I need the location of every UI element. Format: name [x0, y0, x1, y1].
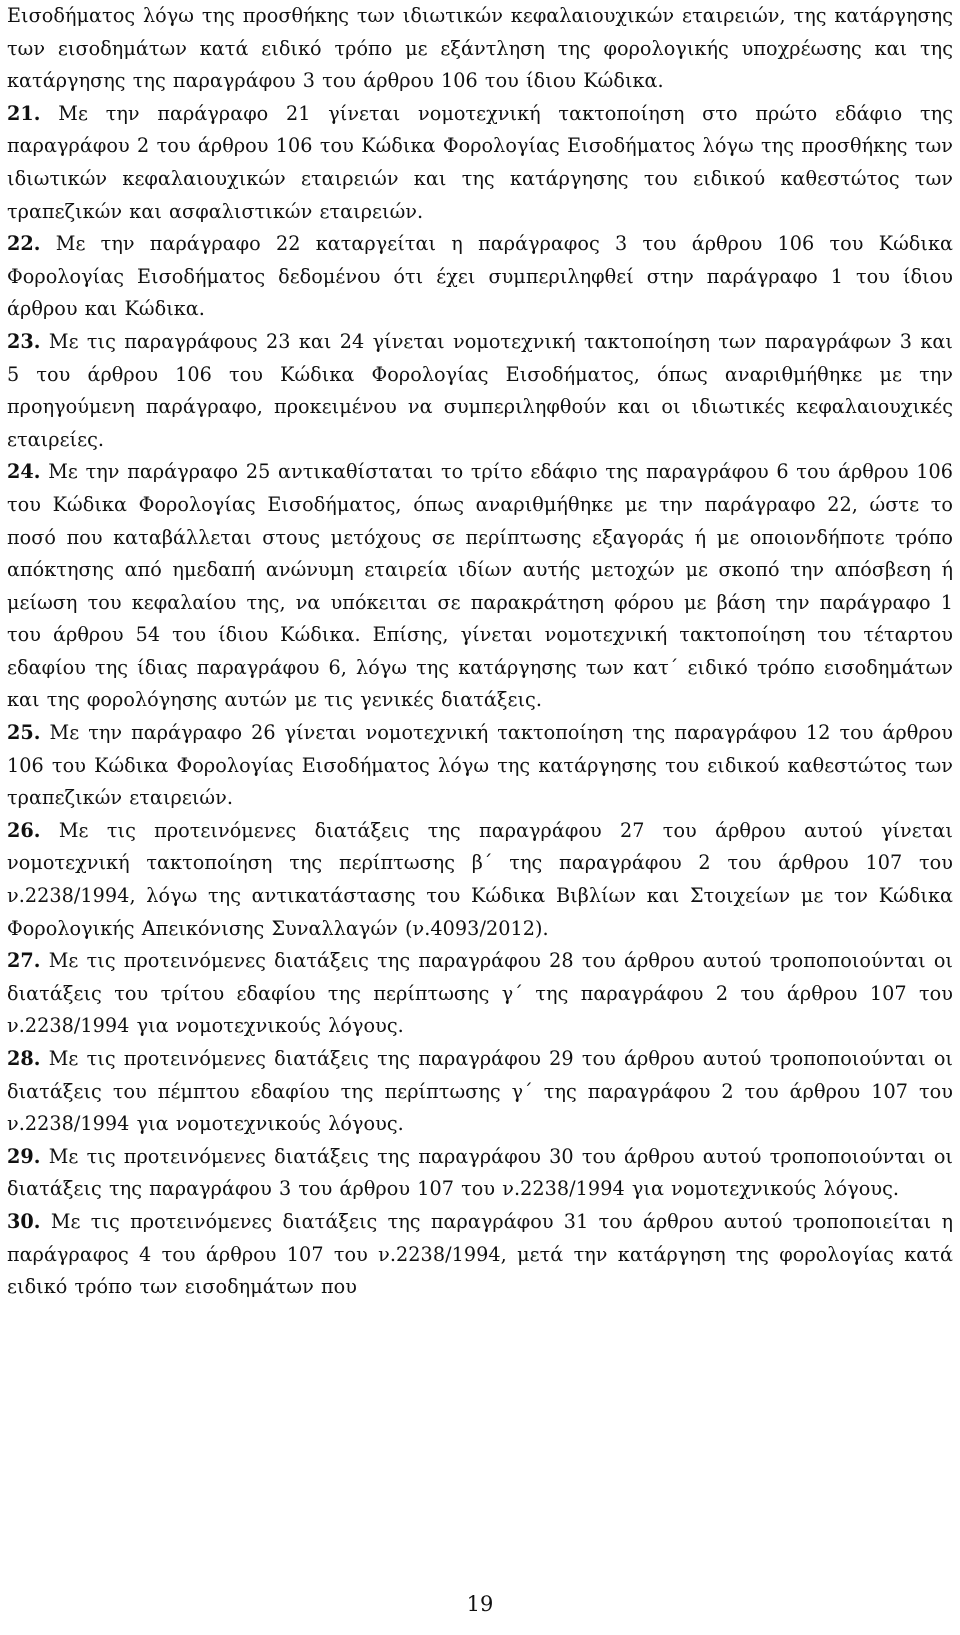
paragraph-text: Με την παράγραφο 25 αντικαθίσταται το τρίτο εδάφιο της παραγράφου 6 του άρθρου 106 του Κώδικα Φορολογίας Εισοδήματος, όπως αναριθμήθηκε με την παράγραφο 22, ώστε το ποσό που καταβάλλεται στους μετόχους σε περίπτωσης εξαγοράς ή με οποιονδήποτε τρόπο απόκτησης από ημεδαπή ανώνυμη εταιρεία ιδίων αυτής μετοχών με σκοπό την απόσβεση ή μείωση του κεφαλαίου της, να υπόκειται σε παρακράτηση φόρου με βάση την παράγραφο 1 του άρθρου 54 του ίδιου Κώδικα. Επίσης, γίνεται νομοτεχνική τακτοποίηση του τέταρτου εδαφίου της ίδιας παραγράφου 6, λόγω της κατάργησης των κατ΄ ειδικό τρόπο εισοδημάτων και της φορολόγησης αυτών με τις γενικές διατάξεις.: [7, 460, 953, 712]
paragraph-text: Με την παράγραφο 22 καταργείται η παράγραφος 3 του άρθρου 106 του Κώδικα Φορολογίας Εισοδήματος δεδομένου ότι έχει συμπεριληφθεί στην παράγραφο 1 του ίδιου άρθρου και Κώδικα.: [7, 232, 953, 321]
paragraph-text: Με τις προτεινόμενες διατάξεις της παραγράφου 28 του άρθρου αυτού τροποποιούνται οι διατάξεις του τρίτου εδαφίου της περίπτωσης γ΄ της παραγράφου 2 του άρθρου 107 του ν.2238/1994 για νομοτεχνικούς λόγους.: [7, 949, 953, 1038]
paragraph-22: [7, 228, 953, 326]
paragraph-text: Με τις προτεινόμενες διατάξεις της παραγράφου 31 του άρθρου αυτού τροποποιείται η παράγραφος 4 του άρθρου 107 του ν.2238/1994, μετά την κατάργηση της φορολογίας κατά ειδικό τρόπο των εισοδημάτων που: [7, 1209, 953, 1299]
paragraph-number: 28.: [7, 1047, 41, 1070]
paragraph-27: [7, 945, 953, 1043]
paragraph-23: [7, 326, 953, 456]
paragraph-number: 22.: [7, 232, 41, 256]
document-page: [7, 0, 953, 1304]
paragraph-text: Με την παράγραφο 26 γίνεται νομοτεχνική τακτοποίηση της παραγράφου 12 του άρθρου 106 του Κώδικα Φορολογίας Εισοδήματος λόγω της κατάργησης του ειδικού καθεστώτος των τραπεζικών εταιρειών.: [7, 721, 953, 810]
paragraph-number: 27.: [7, 949, 41, 973]
paragraph-text: Με τις προτεινόμενες διατάξεις της παραγράφου 27 του άρθρου αυτού γίνεται νομοτεχνική τακτοποίηση της περίπτωσης β΄ της παραγράφου 2 του άρθρου 107 του ν.2238/1994, λόγω της αντικατάστασης του Κώδικα Βιβλίων και Στοιχείων με τον Κώδικα Φορολογικής Απεικόνισης Συναλλαγών (ν.4093/2012).: [7, 818, 953, 940]
paragraph-28: [7, 1043, 953, 1141]
lead-paragraph: Εισοδήματος λόγω της προσθήκης των ιδιωτικών κεφαλαιουχικών εταιρειών, της κατάργησης των εισοδημάτων κατά ειδικό τρόπο με εξάντληση της φορολογικής υποχρέωσης και της κατάργησης της παραγράφου 3 του άρθρου 106 του ίδιου Κώδικα.: [7, 4, 953, 93]
document-body: [7, 0, 953, 1304]
paragraph-24: [7, 456, 953, 717]
page-number: 19: [466, 1592, 494, 1616]
paragraph-25: [7, 717, 953, 815]
paragraph-text: Με τις προτεινόμενες διατάξεις της παραγράφου 29 του άρθρου αυτού τροποποιούνται οι διατάξεις του πέμπτου εδαφίου της περίπτωσης γ΄ της παραγράφου 2 του άρθρου 107 του ν.2238/1994 για νομοτεχνικούς λόγους.: [7, 1047, 953, 1136]
paragraph-number: 26.: [7, 818, 41, 842]
paragraph-21: [7, 98, 953, 228]
paragraph-number: 23.: [7, 329, 41, 353]
paragraph-text: Με τις παραγράφους 23 και 24 γίνεται νομοτεχνική τακτοποίηση των παραγράφων 3 και 5 του άρθρου 106 του Κώδικα Φορολογίας Εισοδήματος, όπως αναριθμήθηκε με την προηγούμενη παράγραφο, προκειμένου να συμπεριληφθούν και οι ιδιωτικές κεφαλαιουχικές εταιρείες.: [7, 329, 953, 451]
paragraph-text: Με την παράγραφο 21 γίνεται νομοτεχνική τακτοποίηση στο πρώτο εδάφιο της παραγράφου 2 του άρθρου 106 του Κώδικα Φορολογίας Εισοδήματος λόγω της προσθήκης των ιδιωτικών κεφαλαιουχικών εταιρειών και της κατάργησης του ειδικού καθεστώτος των τραπεζικών και ασφαλιστικών εταιρειών.: [7, 101, 953, 223]
paragraph-29: [7, 1141, 953, 1206]
paragraph-number: 30.: [7, 1209, 41, 1233]
paragraph-number: 24.: [7, 460, 41, 484]
paragraph-text: Με τις προτεινόμενες διατάξεις της παραγράφου 30 του άρθρου αυτού τροποποιούνται οι διατάξεις της παραγράφου 3 του άρθρου 107 του ν.2238/1994 για νομοτεχνικούς λόγους.: [7, 1144, 953, 1201]
paragraph-30: [7, 1206, 953, 1304]
paragraph-26: [7, 815, 953, 945]
paragraph-number: 21.: [7, 101, 41, 125]
paragraph-number: 29.: [7, 1144, 41, 1168]
paragraph-number: 25.: [7, 721, 41, 745]
